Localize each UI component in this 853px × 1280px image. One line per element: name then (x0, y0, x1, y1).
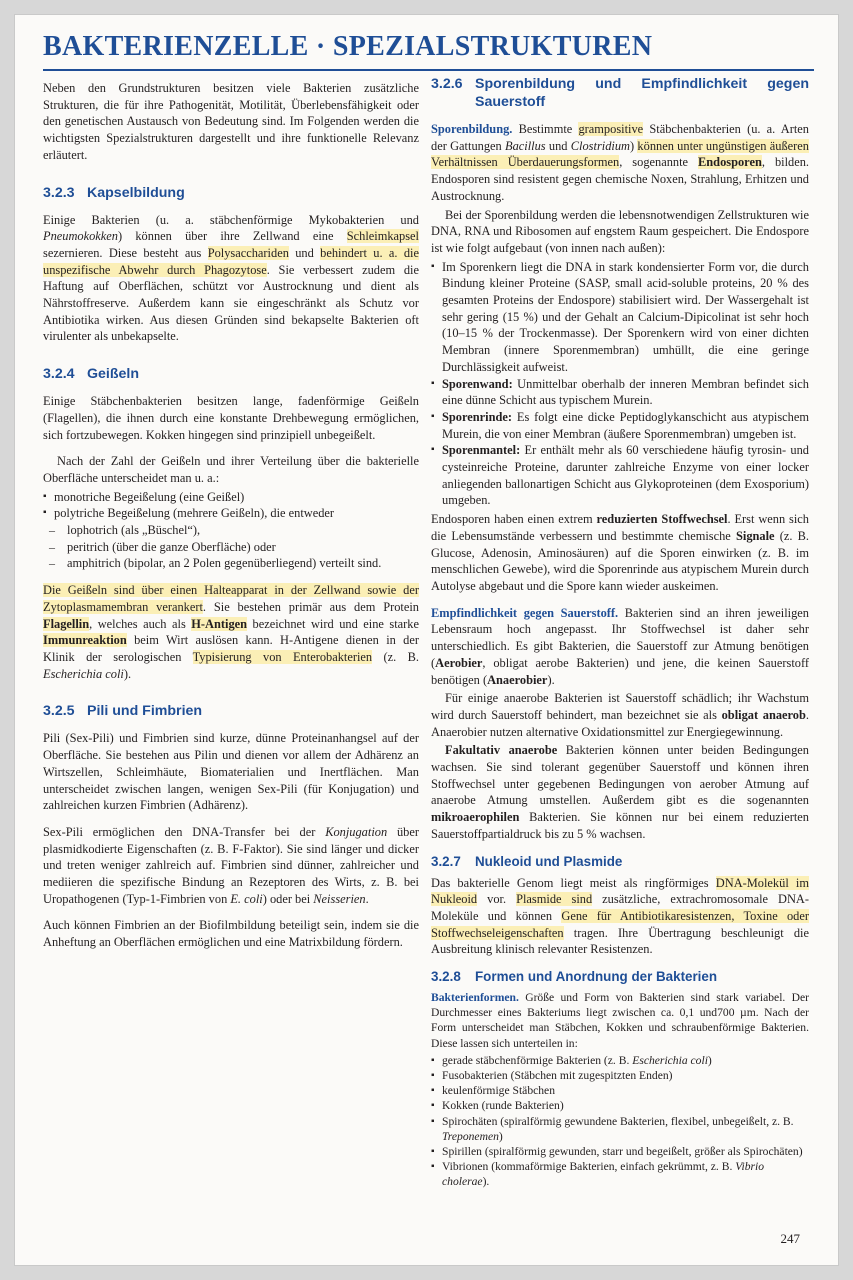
text-run: ) oder bei (262, 891, 314, 906)
text-run: . (365, 891, 369, 906)
run-in-heading: Bakterienformen. (431, 991, 519, 1005)
left-column (43, 80, 419, 961)
italic-term: Bacillus (505, 138, 546, 153)
italic-term: E. coli (230, 891, 263, 906)
section-3-2-5-heading (43, 702, 419, 720)
keyword: Anaerobier (487, 672, 548, 687)
keyword: Aerobier (435, 655, 483, 670)
section-number: 3.2.3 (43, 184, 75, 201)
list-item: – amphitrich (bipolar, an 2 Polen gegenüberliegend) verteilt sind. (43, 555, 419, 572)
text-run: Es folgt eine dicke Peptidoglykanschicht aus atypischem Murein, die von einer Membran (äußere Sporenmembran) umgeben ist. (442, 409, 809, 441)
list-item (431, 1053, 809, 1068)
section-number: 3.2.7 (431, 853, 461, 869)
text-run: Stäbchenbakterien (u. a. Arten der Gattungen (431, 122, 809, 153)
highlight: behindert u. a. die unspezifische Abwehr durch Phagozytose (43, 245, 419, 277)
italic-term: Vibrio cholerae (442, 1160, 765, 1189)
section-title: Kapselbildung (87, 184, 185, 201)
spore-structure-paragraph: Bei der Sporenbildung werden die lebensnotwendigen Zellstrukturen wie DNA, RNA und Ribosomen auf engstem Raum gespeichert. Die Endospore ist wie folgt aufgebaut (von innen nach außen): (431, 207, 809, 255)
keyword: Sporenwand: (442, 376, 513, 391)
keyword: Fakultativ anaerobe (445, 743, 558, 758)
highlight: Plasmide sind (516, 892, 593, 907)
text-run: , sogenannte (619, 155, 699, 170)
text-run: bezeichnet wird und eine starke (247, 616, 419, 631)
italic-term: Konjugation (325, 824, 388, 839)
keyword: Sporenrinde: (442, 409, 512, 424)
biofilm-paragraph: Auch können Fimbrien an der Biofilmbildung beteiligt sein, indem sie die Anheftung an Oberflächen ermöglichen und eine Matrixbildung fördern. (43, 918, 419, 950)
flagella-paragraph: Einige Stäbchenbakterien besitzen lange, fadenförmige Geißeln (Flagellen), die ihnen durch eine konstante Drehbewegung ermöglichen, sich fortzubewegen. Kokken hingegen sind prinzipiell unbegeißelt. (43, 394, 419, 442)
text-run: tragen. Ihre Übertragung beschleunigt die Ausbreitung klinisch relevanter Resistenzen. (431, 925, 809, 957)
bacteria-forms-paragraph (431, 990, 809, 1051)
keyword: Flagellin (43, 616, 90, 631)
list-item: ▪ Kokken (runde Bakterien) (431, 1098, 809, 1113)
list-item (431, 442, 809, 509)
text-run: Bakterien sind an ihren jeweiligen Lebensraum hoch angepasst. Ihr Stoffwechsel ist daher sehr unterschiedlich. Es gibt Bakterien, die Sauerstoff zur Atmung benötigen ( (431, 605, 810, 670)
text-run: (z. B. (372, 649, 420, 664)
text-run: ) können über ihre Zellwand eine (118, 229, 347, 244)
page-number: 247 (780, 1231, 800, 1246)
endospore-metabolism-paragraph (431, 511, 809, 595)
text-run: Bestimmte (512, 122, 579, 136)
list-item (431, 1114, 809, 1144)
text-run: , obligat aerobe Bakterien) und jene, die keinen Sauerstoff benötigen ( (431, 655, 809, 687)
text-run: beim Wirt auslösen kann. H-Antigene dienen in der Klinik der serologischen (43, 633, 419, 664)
right-column (431, 75, 809, 1196)
text-run: . Anaerobier nutzen alternative Oxidationsmittel zur Energiegewinnung. (431, 707, 810, 739)
text-run: Für einige anaerobe Bakterien ist Sauerstoff schädlich; ihr Wachstum wird durch Sauerstoff behindert, man bezeichnet sie als (431, 691, 809, 722)
text-run: Unmittelbar oberhalb der inneren Membran befindet sich eine dünne Schicht aus typischem Murein. (442, 376, 809, 408)
italic-term: Treponemen (442, 1129, 499, 1143)
text-run: ) (630, 138, 638, 153)
text-run: zusätzliche, extrachromosomale DNA-Moleküle und können (431, 892, 809, 923)
text-run: Endosporen haben einen extrem (431, 512, 597, 527)
list-item: – lophotrich (als „Büschel“), (43, 522, 419, 539)
keyword: H-Antigen (191, 616, 248, 631)
section-title: Geißeln (87, 366, 140, 383)
list-item: ▪ monotriche Begeißelung (eine Geißel) (43, 489, 419, 506)
bacteria-forms-block (431, 990, 809, 1190)
section-number: 3.2.8 (431, 969, 461, 985)
highlight: grampositive (578, 122, 644, 136)
section-3-2-6-heading (431, 75, 809, 111)
flagella-distribution-paragraph: Nach der Zahl der Geißeln und ihrer Verteilung über die bakterielle Oberfläche unterscheidet man u. a.: (43, 454, 419, 485)
text-run: . Sie verbessert zudem die Haftung auf Oberflächen, schützt vor Austrocknung und dient als Nährstoffreserve. Außerdem kann sie eingeschränkt als Schutz vor Antibiotika wirken. Aus diesen Gründen sind bekapselte Bakterien oft virulenter als unbekapselte. (43, 262, 419, 344)
pili-paragraph: Pili (Sex-Pili) und Fimbrien sind kurze, dünne Proteinanhangsel auf der Oberfläche. Sie bestehen aus Pilin und dienen vor allem der Adhärenz an Wirtszellen, Schleimhäute, Biomaterialien und Inertflächen. Man unterscheidet zwischen langen, wenigen Sex-Pili (für Konjugation) und zahlreichen kurzen Fimbrien (Adhärenz). (43, 731, 419, 813)
text-run: Das bakterielle Genom liegt meist als ringförmiges (431, 875, 716, 890)
text-run: ) (498, 1129, 503, 1143)
text-run: sezernieren. Diese besteht aus (43, 245, 208, 260)
section-number: 3.2.6 (431, 76, 463, 92)
highlight: Schleimkapsel (346, 229, 419, 244)
keyword: obligat anaerob (721, 707, 806, 722)
text-run: Er enthält mehr als 60 verschiedene häufig tyrosin- und cysteinreiche Proteine, darunter zahlreiche Enzyme von einer locker anliegenden ballonartigen Schicht aus Glykoproteinen (dem Exosporium) umgeben. (442, 443, 809, 508)
textbook-page (14, 14, 839, 1266)
text-run: Sex-Pili ermöglichen den DNA-Transfer bei der (43, 824, 326, 839)
text-run: ). (547, 672, 555, 687)
keyword: Signale (735, 528, 775, 543)
text-run: Bakterien können unter beiden Bedingungen wachsen. Sie sind tolerant gegenüber Sauerstoff und können ihren Stoffwechsel unter gegebenen Bedingungen von aerober Atmung auf anaerobe Atmung umstellen. Außerdem gibt es die sogenannten (431, 743, 809, 808)
text-run: , welches auch als (89, 616, 192, 631)
text-run: ). (482, 1175, 490, 1189)
italic-term: Escherichia coli (632, 1053, 708, 1067)
text-run: . Sie bestehen primär aus dem Protein (202, 599, 419, 614)
keyword: mikroaerophilen (431, 810, 520, 825)
section-title: Formen und Anordnung der Bakterien (475, 969, 718, 985)
spore-paragraph (431, 121, 809, 205)
text-run: Einige Bakterien (u. a. stäbchenförmige Mykobakterien und (43, 212, 419, 227)
highlight: Gene für Antibiotikaresistenzen, Toxine oder Stoffwechseleigenschaften (431, 908, 810, 940)
flagella-list (43, 489, 419, 522)
text-run: Größe und Form von Bakterien sind stark variabel. Der Durchmesser eines Bakteriums liegt zwischen ca. 0,1 und700 µm. Nach der Form unterscheidet man Stäbchen, Kokken und schraubenförmige Bakterien. Diese lassen sich unterteilen in: (431, 991, 809, 1050)
text-run: gerade stäbchenförmige Bakterien (z. B. (442, 1053, 633, 1067)
text-run: vor. (477, 892, 517, 907)
italic-term: Clostridium (570, 138, 630, 153)
text-run: . Erst wenn sich die Lebensumstände verbessern und bestimmte chemische (431, 512, 809, 543)
text-run: (z. B. Glucose, Adenosin, Aminosäuren) auf die Sporen einwirken (z. B. im menschlichen Gewebe), wird die Sporenrinde aus atypischem Murein durch Autolyse abgebaut und die Spore kann wieder auskeimen. (431, 528, 809, 593)
section-3-2-4-heading (43, 365, 419, 383)
list-item: ▪ keulenförmige Stäbchen (431, 1083, 809, 1098)
list-item: – peritrich (über die ganze Oberfläche) oder (43, 539, 419, 556)
section-title: Pili und Fimbrien (87, 703, 203, 720)
keyword: Endosporen (698, 155, 762, 170)
bacteria-forms-list (431, 1053, 809, 1190)
section-title: Nukleoid und Plasmide (475, 853, 623, 869)
text-run: über plasmidkodierte Eigenschaften (z. B. F-Faktor). Sie sind länger und dicker und treten weniger zahlreich auf. Fimbrien sind dünner, zahlreicher und mediieren die spezifische Bindung an Rezeptoren des Wirts, z. B. bei Uropathogenen (Typ-1-Fimbrien von (43, 824, 420, 906)
section-number: 3.2.5 (43, 703, 75, 720)
keyword: reduzierten Stoffwechsel (596, 512, 728, 527)
anaerobe-paragraph (431, 690, 809, 740)
text-run: Spirochäten (spiralförmig gewundene Bakterien, flexibel, unbegeißelt, z. B. (442, 1114, 794, 1128)
facultative-paragraph (431, 742, 809, 842)
text-run: Bakterien. Sie können nur bei einem reduzierten Sauerstoffpartialdruck bis zu 5 % wachsen. (431, 810, 809, 841)
italic-term: Neisserien (313, 891, 366, 906)
text-run: ) (707, 1053, 712, 1067)
highlight: Polysacchariden (207, 245, 289, 260)
text-run: Vibrionen (kommaförmige Bakterien, einfach gekrümmt, z. B. (442, 1160, 736, 1174)
text-run: , bilden. Endosporen sind resistent gegen chemische Noxen, Strahlung, Erhitzen und Austrocknung. (431, 155, 810, 203)
italic-term: Pneumokokken (43, 229, 118, 244)
section-number: 3.2.4 (43, 366, 75, 383)
italic-term: Escherichia coli (43, 666, 124, 681)
section-title: Sporenbildung und Empfindlichkeit gegen Sauerstoff (475, 76, 809, 110)
section-3-2-7-heading (431, 853, 809, 871)
run-in-heading: Empfindlichkeit gegen Sauerstoff. (431, 605, 619, 620)
flagellin-paragraph (43, 582, 419, 682)
list-item (431, 1159, 809, 1189)
nucleoid-paragraph (431, 875, 809, 959)
text-run: und (545, 138, 571, 153)
list-item: ▪ Fusobakterien (Stäbchen mit zugespitzten Enden) (431, 1068, 809, 1083)
list-item (431, 376, 809, 409)
section-3-2-3-heading (43, 184, 419, 202)
list-item: ▪ polytriche Begeißelung (mehrere Geißeln), die entweder (43, 505, 419, 522)
highlight: Die Geißeln sind über einen Halteapparat in der Zellwand sowie der Zytoplasmamembran verankert (43, 583, 419, 614)
highlight: Typisierung von Enterobakterien (192, 649, 373, 664)
intro-paragraph: Neben den Grundstrukturen besitzen viele Bakterien zusätzliche Strukturen, die für ihre Pathogenität, Motilität, Überlebensfähigkeit oder den genetischen Austausch von Bedeutung sind. Im Folgenden werden die wichtigsten Spezialstrukturen dargestellt und ihre funktionelle Relevanz erläutert. (43, 81, 419, 162)
list-item: ▪ Spirillen (spiralförmig gewunden, starr und begeißelt, größer als Spirochäten) (431, 1144, 809, 1159)
oxygen-paragraph (431, 605, 809, 689)
keyword: Sporenmantel: (442, 443, 521, 458)
keyword: Immunreaktion (43, 633, 127, 648)
list-item (431, 409, 809, 442)
page-title: BAKTERIENZELLE · SPEZIALSTRUKTUREN (43, 31, 814, 71)
list-item: ▪ Im Sporenkern liegt die DNA in stark kondensierter Form vor, die durch Bindung kleiner Proteine (SASP, small acid-soluble proteins, 20 % des gesamten Proteins der Endospore) stabilisiert wird. Der Wassergehalt ist sehr gering (15 %) und der Gehalt an Calcium-Dipicolinat ist sehr hoch (10–15 % der Trockenmasse). Der Sporenkern wird von einer dichten Membran (innere Sporenmembran) umhüllt, die eine geringe Durchlässigkeit aufweist. (431, 259, 809, 376)
capsule-paragraph (43, 212, 419, 346)
run-in-heading: Sporenbildung. (431, 122, 513, 136)
highlight: können unter ungünstigen äußeren Verhältnissen Überdauerungsformen (431, 138, 809, 170)
text-run: ). (123, 666, 132, 681)
spore-layers-list (431, 259, 809, 510)
sex-pili-paragraph (43, 824, 419, 908)
highlight: DNA-Molekül im Nukleoid (431, 875, 809, 907)
section-3-2-8-heading (431, 968, 809, 986)
polytrich-sublist (43, 522, 419, 572)
text-run: und (288, 245, 321, 260)
